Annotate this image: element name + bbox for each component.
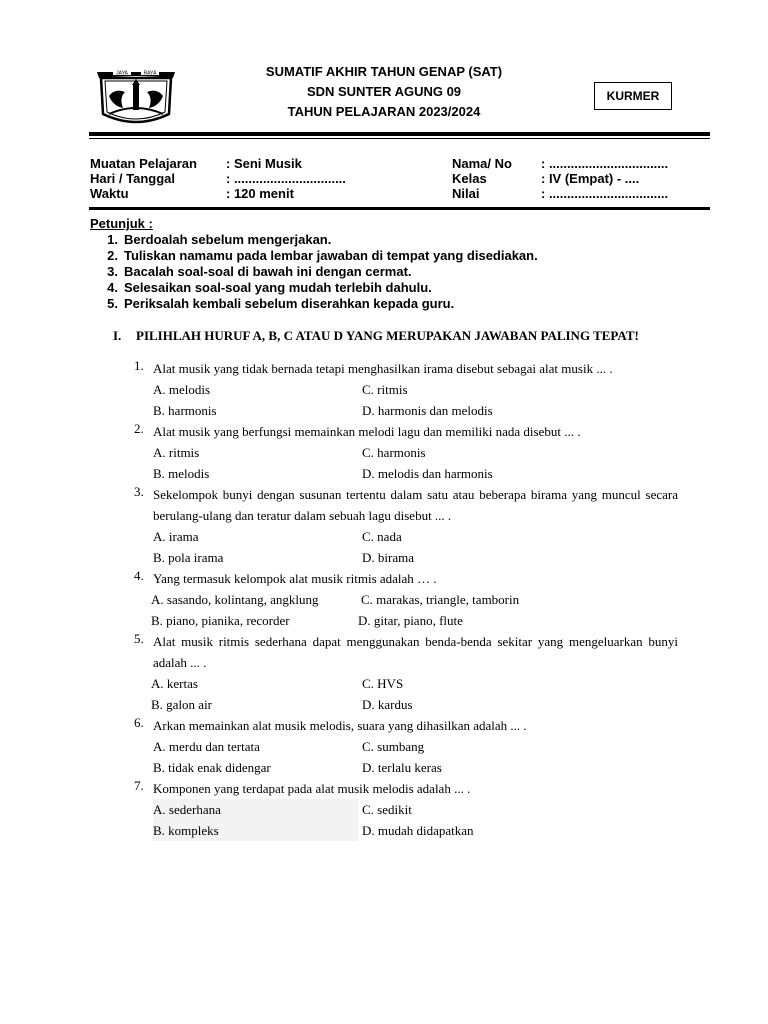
instructions-title: Petunjuk :	[90, 216, 153, 231]
option-b: B. harmonis	[153, 403, 217, 418]
question-stem: Sekelompok bunyi dengan susunan tertentu dalam satu atau beberapa birama yang muncul secara berulang-ulang dan teratur dalam sebuah lagu disebut ... .	[153, 487, 678, 523]
option-a: A. irama	[153, 529, 199, 544]
question-stem: Alat musik ritmis sederhana dapat menggunakan benda-benda sekitar yang mengeluarkan bunyi adalah ... .	[153, 634, 678, 670]
question	[134, 421, 678, 484]
section-title: PILIHLAH HURUF A, B, C ATAU D YANG MERUPAKAN JAWABAN PALING TEPAT!	[136, 328, 639, 343]
question-number: 2.	[134, 421, 144, 436]
question	[134, 715, 678, 778]
instruction-item: 1. Berdoalah sebelum mengerjakan.	[107, 232, 332, 247]
option-a: A. kertas	[151, 676, 198, 691]
option-c: C. sedikit	[362, 802, 412, 817]
info-left	[90, 156, 346, 201]
instruction-item: 2. Tuliskan namamu pada lembar jawaban di tempat yang disediakan.	[107, 248, 538, 263]
instruction-item: 4. Selesaikan soal-soal yang mudah terlebih dahulu.	[107, 280, 432, 295]
option-a: A. sasando, kolintang, angklung	[151, 592, 319, 607]
info-value: : Seni Musik	[226, 156, 302, 171]
question-number: 5.	[134, 631, 144, 646]
school-name: SDN SUNTER AGUNG 09	[306, 84, 462, 99]
question-number: 7.	[134, 778, 144, 793]
question-number: 3.	[134, 484, 144, 499]
option-c: C. HVS	[362, 676, 404, 691]
logo-text-right: RAYA	[143, 70, 157, 77]
info-value: : .................................	[541, 156, 669, 171]
option-b: B. melodis	[153, 466, 210, 481]
question	[134, 484, 678, 568]
section-number: I.	[113, 328, 122, 343]
question	[134, 778, 678, 841]
info-divider	[89, 207, 710, 210]
info-value: : .................................	[541, 186, 669, 201]
info-right	[452, 156, 668, 201]
option-a: A. merdu dan tertata	[153, 739, 260, 754]
option-b: B. kompleks	[153, 820, 358, 841]
option-c: C. nada	[362, 529, 402, 544]
option-b: B. piano, pianika, recorder	[151, 613, 290, 628]
info-label: Muatan Pelajaran	[90, 156, 197, 171]
option-b: B. galon air	[151, 697, 213, 712]
question-number: 4.	[134, 568, 144, 583]
question-stem: Yang termasuk kelompok alat musik ritmis adalah … .	[153, 571, 437, 586]
option-d: D. terlalu keras	[362, 760, 442, 775]
header-divider	[89, 132, 710, 136]
question-list	[134, 358, 678, 841]
option-c: C. ritmis	[362, 382, 408, 397]
option-c: C. marakas, triangle, tamborin	[361, 592, 520, 607]
question	[134, 568, 678, 631]
question-stem: Alat musik yang tidak bernada tetapi menghasilkan irama disebut sebagai alat musik ... .	[153, 361, 613, 376]
info-label: Kelas	[452, 171, 487, 186]
option-d: D. harmonis dan melodis	[362, 403, 493, 418]
option-a: A. sederhana	[153, 799, 358, 820]
header-divider-thin	[89, 138, 710, 139]
question-stem: Komponen yang terdapat pada alat musik melodis adalah ... .	[153, 781, 471, 796]
instruction-item: 5. Periksalah kembali sebelum diserahkan kepada guru.	[107, 296, 455, 311]
info-label: Nilai	[452, 186, 480, 201]
instructions	[90, 216, 538, 312]
question-number: 6.	[134, 715, 144, 730]
info-label: Waktu	[90, 186, 129, 201]
info-label: Hari / Tanggal	[90, 171, 175, 186]
option-d: D. gitar, piano, flute	[358, 613, 463, 628]
logo-text-left: JAYA	[116, 70, 128, 77]
exam-title: SUMATIF AKHIR TAHUN GENAP (SAT)	[265, 64, 503, 79]
question-stem: Alat musik yang berfungsi memainkan melodi lagu dan memiliki nada disebut ... .	[153, 424, 581, 439]
info-value: : ...............................	[226, 171, 346, 186]
option-c: C. harmonis	[362, 445, 426, 460]
option-a: A. melodis	[153, 382, 211, 397]
option-c: C. sumbang	[362, 739, 425, 754]
option-d: D. kardus	[362, 697, 413, 712]
instruction-item: 3. Bacalah soal-soal di bawah ini dengan cermat.	[107, 264, 412, 279]
question-stem: Arkan memainkan alat musik melodis, suara yang dihasilkan adalah ... .	[153, 718, 527, 733]
info-value: : IV (Empat) - ....	[541, 171, 640, 186]
question-number: 1.	[134, 358, 144, 373]
option-d: D. birama	[362, 550, 414, 565]
curriculum-badge: KURMER	[594, 82, 672, 110]
option-b: B. pola irama	[153, 550, 224, 565]
option-b: B. tidak enak didengar	[153, 760, 271, 775]
option-d: D. melodis dan harmonis	[362, 466, 493, 481]
info-label: Nama/ No	[452, 156, 512, 171]
question	[134, 358, 678, 421]
info-value: : 120 menit	[226, 186, 294, 201]
academic-year: TAHUN PELAJARAN 2023/2024	[287, 104, 481, 119]
option-a: A. ritmis	[153, 445, 200, 460]
option-d: D. mudah didapatkan	[362, 823, 474, 838]
question	[134, 631, 678, 715]
